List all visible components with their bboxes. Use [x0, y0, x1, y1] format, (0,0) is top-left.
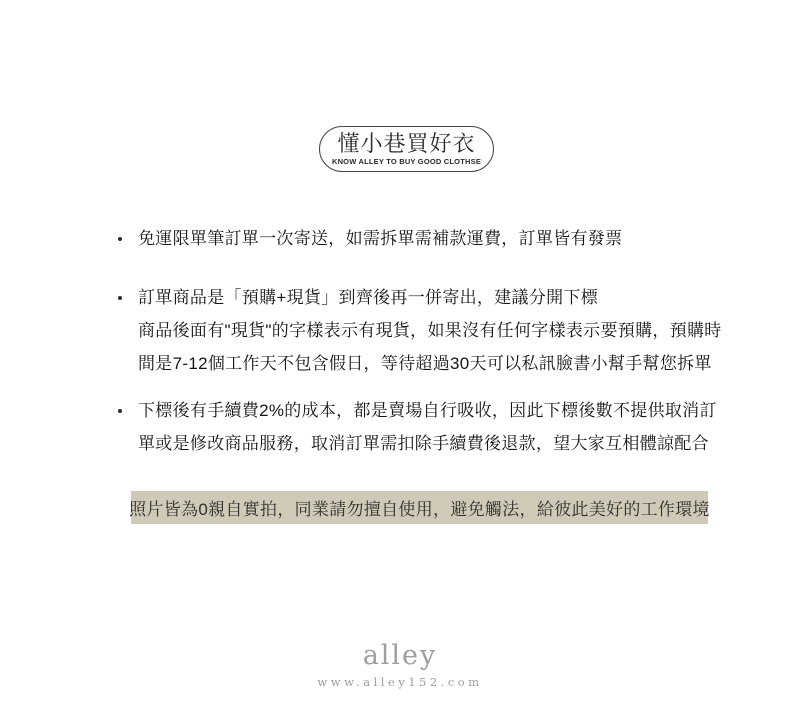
- policy-list: [117, 222, 727, 460]
- policy-item-shipping: [117, 222, 727, 255]
- policy-text: [138, 394, 717, 460]
- logo-title: 懂小巷買好衣: [337, 131, 476, 156]
- brand-logo-badge: [319, 126, 494, 172]
- policy-text: [138, 281, 722, 380]
- policy-line: 商品後面有"現貨"的字樣表示有現貨，如果沒有任何字樣表示要預購，預購時: [138, 321, 722, 340]
- footer: [0, 641, 800, 689]
- notice-banner: [131, 491, 708, 524]
- bullet-icon: [118, 296, 122, 300]
- notice-text: 照片皆為0親自實拍，同業請勿擅自使用，避免觸法，給彼此美好的工作環境: [129, 500, 710, 519]
- policy-item-fees: [117, 394, 727, 460]
- policy-line: 下標後有手續費2%的成本，都是賣場自行吸收，因此下標後數不提供取消訂: [138, 401, 717, 420]
- bullet-icon: [118, 409, 122, 413]
- footer-website: www.alley152.com: [317, 675, 483, 689]
- policy-line: 單或是修改商品服務，取消訂單需扣除手續費後退款，望大家互相體諒配合: [138, 434, 709, 453]
- policy-item-preorder: [117, 281, 727, 380]
- policy-line: 訂單商品是「預購+現貨」到齊後再一併寄出，建議分開下標: [138, 288, 599, 307]
- policy-text: [138, 222, 622, 255]
- policy-line: 免運限單筆訂單一次寄送，如需拆單需補款運費，訂單皆有發票: [138, 229, 623, 248]
- footer-brand: alley: [362, 640, 438, 671]
- logo-subtitle: KNOW ALLEY TO BUY GOOD CLOTHSE: [331, 157, 482, 166]
- policy-line: 間是7-12個工作天不包含假日，等待超過30天可以私訊臉書小幫手幫您拆單: [138, 354, 712, 373]
- bullet-icon: [118, 237, 122, 241]
